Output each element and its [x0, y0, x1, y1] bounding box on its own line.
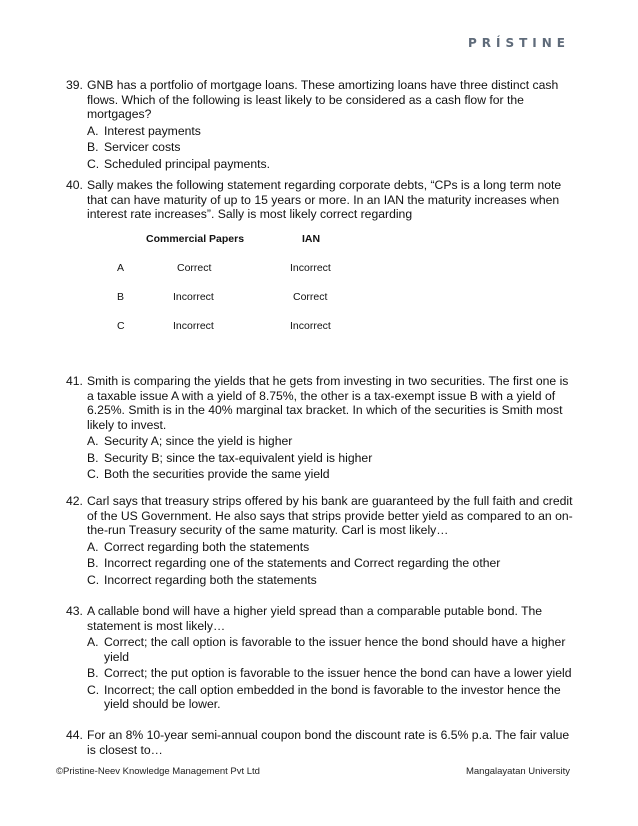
- question-text: Smith is comparing the yields that he gets from investing in two securities. The first one is a taxable issue A with a yield of 8.75%, the other is a tax-exempt issue B with a yield of 6.25%. Smith is in the 40% marginal tax bracket. In which of the securities is Smith most likely to invest.: [87, 374, 569, 432]
- question-number: 40.: [66, 178, 83, 192]
- question-number: 44.: [66, 728, 83, 742]
- question-40: [66, 178, 576, 222]
- option-c: [87, 573, 576, 588]
- table-row-label: B: [117, 291, 125, 303]
- option-text: Correct; the put option is favorable to the issuer hence the bond can have a lower yield: [104, 666, 572, 680]
- table-cell-cp: Correct: [177, 262, 212, 274]
- question-text: A callable bond will have a higher yield spread than a comparable putable bond. The statement is most likely…: [87, 604, 543, 633]
- option-a: [87, 434, 576, 449]
- question-text: GNB has a portfolio of mortgage loans. These amortizing loans have three distinct cash flows. Which of the following is least likely to be considered as a cash flow for the mortgages?: [87, 78, 559, 121]
- option-text: Security B; since the tax-equivalent yield is higher: [104, 450, 373, 465]
- option-c: [87, 683, 576, 712]
- option-letter: A.: [87, 123, 99, 138]
- option-text: Correct regarding both the statements: [104, 539, 310, 554]
- option-text: Interest payments: [104, 123, 201, 138]
- option-b: [87, 140, 576, 155]
- pristine-logo: PRÍSTINE: [467, 36, 570, 50]
- table-cell-ian: Incorrect: [290, 262, 331, 274]
- table-cell-cp: Incorrect: [173, 320, 214, 332]
- option-c: [87, 157, 576, 172]
- table-cell-ian: Incorrect: [290, 320, 331, 332]
- footer-copyright: ©Pristine-Neev Knowledge Management Pvt Ltd: [56, 766, 260, 777]
- question-44: [66, 728, 576, 757]
- question-text: Sally makes the following statement regarding corporate debts, “CPs is a long term note that can have maturity of up to 15 years or more. In an IAN the maturity increases when interest rate increases”. Sally is most likely correct regarding: [87, 178, 562, 221]
- option-text: Security A; since the yield is higher: [104, 434, 293, 448]
- option-a: [87, 124, 576, 139]
- option-letter: B.: [87, 556, 99, 570]
- question-41: [66, 374, 576, 482]
- option-b: [87, 451, 576, 466]
- option-a: [87, 540, 576, 555]
- question-text: For an 8% 10-year semi-annual coupon bond the discount rate is 6.5% p.a. The fair value is closest to…: [87, 728, 570, 757]
- table-cell-ian: Correct: [293, 291, 328, 303]
- option-c: [87, 467, 576, 482]
- option-text: Both the securities provide the same yield: [104, 467, 330, 481]
- option-letter: C.: [87, 682, 100, 697]
- question-number: 42.: [66, 494, 83, 508]
- option-letter: A.: [87, 434, 99, 448]
- table-row-label: C: [117, 320, 125, 332]
- option-text: Incorrect regarding both the statements: [104, 572, 317, 587]
- question-text: Carl says that treasury strips offered by his bank are guaranteed by the full faith and credit of the US Government. He also says that strips provide better yield as compared to an on-the-run Treasury security of the same maturity. Carl is most likely…: [87, 494, 573, 537]
- table-header-commercial-papers: Commercial Papers: [146, 233, 245, 245]
- option-letter: C.: [87, 572, 100, 587]
- option-letter: B.: [87, 140, 99, 154]
- option-text: Correct; the call option is favorable to the issuer hence the bond should have a higher yield: [104, 635, 566, 664]
- option-text: Scheduled principal payments.: [104, 156, 270, 171]
- footer-university: Mangalayatan University: [465, 766, 570, 777]
- option-a: [87, 635, 576, 664]
- question-42: [66, 494, 576, 587]
- option-letter: C.: [87, 467, 100, 481]
- option-letter: A.: [87, 635, 99, 649]
- table-row-label: A: [117, 262, 125, 274]
- option-letter: B.: [87, 450, 99, 465]
- option-text: Servicer costs: [104, 140, 181, 154]
- question-number: 41.: [66, 374, 83, 388]
- question-number: 39.: [66, 78, 83, 92]
- option-letter: A.: [87, 539, 99, 554]
- question-43: [66, 604, 576, 712]
- option-b: [87, 666, 576, 681]
- option-text: Incorrect regarding one of the statements and Correct regarding the other: [104, 556, 501, 570]
- table-cell-cp: Incorrect: [173, 291, 214, 303]
- option-letter: C.: [87, 156, 100, 171]
- option-letter: B.: [87, 666, 99, 680]
- option-b: [87, 556, 576, 571]
- question-39: [66, 78, 576, 171]
- option-text: Incorrect; the call option embedded in the bond is favorable to the investor hence the yield should be lower.: [104, 682, 561, 711]
- question-number: 43.: [66, 604, 83, 618]
- table-header-ian: IAN: [302, 233, 321, 245]
